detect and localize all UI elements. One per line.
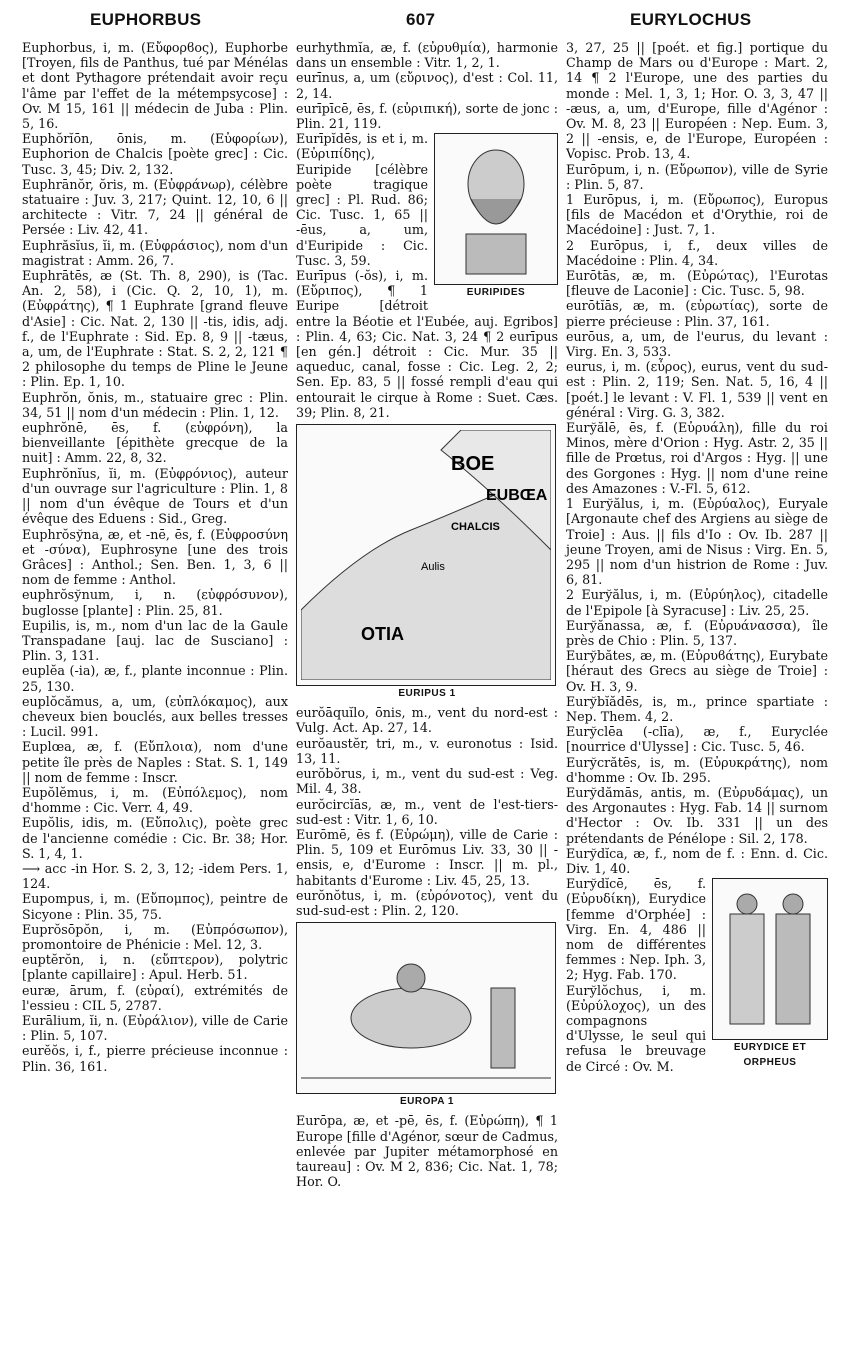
entry: Eurўălē, ēs, f. (Εὐρυάλη), fille du roi Minos, mère d'Orion : Hyg. Astr. 2, 35 || fille de Prœtus, roi d'Argos : Hyg. || une des Gorgones : Hyg. || nom d'une reine des Amazones : V.-Fl. 5, 612. — [566, 420, 828, 496]
entry: eurōus, a, um, de l'eurus, du levant : Virg. En. 3, 533. — [566, 328, 828, 360]
entry: Eurўbătes, æ, m. (Εὐρυϐάτης), Eurybate [héraut des Grecs au siège de Troie] : Ov. H. 3, 9. — [566, 648, 828, 694]
entry: Euphrăsĭus, ĭi, m. (Εὐφράσιος), nom d'un magistrat : Amm. 26, 7. — [22, 237, 288, 268]
entry: Euphrānŏr, ŏris, m. (Εὐφράνωρ), célèbre statuaire : Juv. 3, 217; Quint. 12, 10, 6 || architecte : Vitr. 7, 24 || général de Persée : Liv. 42, 41. — [22, 176, 288, 238]
map-label-otia: OTIA — [361, 624, 404, 645]
entry: Euphŏrĭōn, ōnis, m. (Εὐφορίων), Euphorion de Chalcis [poète grec] : Cic. Tusc. 3, 45; Div. 2, 132. — [22, 131, 288, 177]
map-label-aulis: Aulis — [421, 561, 445, 574]
entry: eurŏaustĕr, tri, m., v. euronotus : Isid. 13, 11. — [296, 735, 558, 766]
europa-bull-image — [296, 922, 556, 1094]
entry: eurhythmĭa, æ, f. (εὐρυθμία), harmonie dans un ensemble : Vitr. 1, 2, 1. — [296, 40, 558, 71]
entry: 1 Eurōpus, i, m. (Εὔρωπος), Europus [fils de Macédon et d'Orythie, roi de Macédoine] : Just. 7, 1. — [566, 192, 828, 238]
entry: Eurўlŏchus, i, m. (Εὐρύλοχος), un des compagnons d'Ulysse, le seul qui refusa le breuvage de Circé : Ov. M. — [566, 982, 706, 1074]
entry: Eurўclēa (-clīa), æ, f., Euryclée [nourrice d'Ulysse] : Cic. Tusc. 5, 46. — [566, 724, 828, 755]
entry: Eurўcrătēs, is, m. (Εὐρυκράτης), nom d'homme : Ov. Ib. 295. — [566, 754, 828, 785]
map-label-boe: BOE — [451, 453, 495, 476]
eurydice-caption: EURYDICE ET ORPHEUS — [733, 1042, 807, 1069]
entry: Eurōmē, ēs f. (Εὐρώμη), ville de Carie : Plin. 5, 109 et Eurōmus Liv. 33, 30 || -ensis, e, d'Eurome : Inscr. || m. pl., habitants d'Eurome : Liv. 45, 25, 13. — [296, 826, 558, 888]
entry: Euphorbus, i, m. (Εὔφορϐος), Euphorbe [Troyen, fils de Panthus, tué par Ménélas et dont Pythagore prétendait avoir reçu l'âme par l'effet de la métempsycose] : Ov. M 15, 161 || médecin de Juba : Plin. 5, 16. — [22, 40, 288, 132]
euripus-caption: EURIPUS 1 — [398, 688, 456, 700]
entry: eurŏāquĭlo, ōnis, m., vent du nord-est : Vulg. Act. Ap. 27, 14. — [296, 705, 558, 736]
entry: 2 Eurўălus, i, m. (Εὐρύηλος), citadelle de l'Epipole [à Syracuse] : Liv. 25, 25. — [566, 587, 828, 618]
euripides-bust-image — [434, 133, 558, 285]
entry: Euphrŏn, ŏnis, m., statuaire grec : Plin. 34, 51 || nom d'un médecin : Plin. 1, 12. — [22, 389, 288, 420]
column-2 — [296, 40, 558, 1189]
entry: eurīpīcē, ēs, f. (εὐριπική), sorte de jonc : Plin. 21, 119. — [296, 100, 558, 132]
entry: Eupŏlĕmus, i, m. (Εὐπόλεμος), nom d'homme : Cic. Verr. 4, 49. — [22, 784, 288, 816]
entry: Euphrŏsўna, æ, et -nē, ēs, f. (Εὐφροσύνη et -σύνα), Euphrosyne [une des trois Grâces] : Anthol.; Sen. Ben. 1, 3, 6 || nom de femme : Anthol. — [22, 526, 288, 588]
entry: Eurўdĭca, æ, f., nom de f. : Enn. d. Cic. Div. 1, 40. — [566, 845, 828, 876]
entry: euplŏcămus, a, um, (εὐπλόκαμος), aux cheveux bien bouclés, aux belles tresses : Lucil. 991. — [22, 693, 288, 740]
entry: Eurўdămās, antis, m. (Εὐρυδάμας), un des Argonautes : Hyg. Fab. 14 || surnom d'Hector : Ov. Ib. 331 || un des prétendants de Pénélope : Sil. 2, 178. — [566, 784, 828, 846]
entry: Eurālium, ĭi, n. (Εὐράλιον), ville de Carie : Plin. 5, 107. — [22, 1013, 288, 1044]
entry: euræ, ārum, f. (εὐραί), extrémités de l'essieu : CIL 5, 2787. — [22, 982, 288, 1013]
euripus-map-image — [296, 424, 556, 686]
entry: Eurōpa, æ, et -pē, ēs, f. (Εὐρώπη), ¶ 1 Europe [fille d'Agénor, sœur de Cadmus, enlevée par Jupiter métamorphosé en taureau] : Ov. M 2, 836; Cic. Nat. 1, 78; Hor. O. — [296, 1113, 558, 1190]
entry: eurus, i, m. (εὖρος), eurus, vent du sud-est : Plin. 2, 119; Sen. Nat. 5, 16, 4 || [poét.] le levant : V. Fl. 1, 539 || vent en général : Virg. G. 3, 382. — [566, 359, 828, 420]
page-header — [0, 10, 841, 36]
entry: Eupilis, is, m., nom d'un lac de la Gaule Transpadane [auj. lac de Susciano] : Plin. 3, 131. — [22, 617, 288, 664]
entry: Euplœa, æ, f. (Εὔπλοια), nom d'une petite île près de Naples : Stat. S. 1, 149 || nom de femme : Inscr. — [22, 739, 288, 785]
euripides-figure — [434, 133, 558, 300]
entry: ⟶ acc -in Hor. S. 2, 3, 12; -idem Pers. 1, 124. — [22, 860, 288, 892]
column-3 — [566, 40, 828, 1075]
entry: Eurōtās, æ, m. (Εὐρώτας), l'Eurotas [fleuve de Laconie] : Cic. Tusc. 5, 98. — [566, 268, 828, 299]
entry: 2 Eurōpus, i, f., deux villes de Macédoine : Plin. 4, 34. — [566, 237, 828, 268]
euripides-caption: EURIPIDES — [466, 287, 526, 299]
entry: eurŏnŏtus, i, m. (εὐρόνοτος), vent du sud-sud-est : Plin. 2, 120. — [296, 887, 558, 918]
entry: Eurīpĭdēs, is et i, m. (Εὐριπίδης), Euripide [célèbre poète tragique grec] : Pl. Rud. 86; Cic. Tusc. 1, 65 || -ēus, a, um, d'Euripide : Cic. Tusc. 3, 59. — [296, 131, 428, 268]
europa-caption: EUROPA 1 — [399, 1096, 454, 1108]
entry: 1 Eurўălus, i, m. (Εὐρύαλος), Euryale [Argonaute chef des Argiens au siège de Troie] : Aus. || fils d'Io : Ov. Ib. 287 || jeune Troyen, ami de Nisus : Virg. En. 5, 295 || nom d'un histrion de Rome : Juv. 6, 81. — [566, 496, 828, 588]
page-number: 607 — [406, 10, 436, 29]
entry: euplĕa (-ia), æ, f., plante inconnue : Plin. 25, 130. — [22, 663, 288, 694]
entry: euphrŏsўnum, i, n. (εὐφρόσυνον), buglosse [plante] : Plin. 25, 81. — [22, 587, 288, 618]
entry: Eupompus, i, m. (Εὔπομπος), peintre de Sicyone : Plin. 35, 75. — [22, 891, 288, 922]
entry: eurŏcircĭās, æ, m., vent de l'est-tiers-sud-est : Vitr. 1, 6, 10. — [296, 796, 558, 827]
map-label-euboea: EUBŒA — [486, 487, 548, 505]
entry: 3, 27, 25 || [poét. et fig.] portique du Champ de Mars ou d'Europe : Mart. 2, 14 ¶ 2 l'Europe, une des parties du monde : Mel. 1, 3, 1; Hor. O. 3, 3, 47 || -æus, a, um, d'Europe, fille d'Agénor : Ov. M. 8, 23 || Européen : Nep. Eum. 3, 2 || -ensis, e, de l'Europe, Européen : Vopisc. Prob. 13, 4. — [566, 40, 828, 162]
eurydice-figure — [712, 878, 828, 1070]
entry: Eurōpum, i, n. (Εὔρωπον), ville de Syrie : Plin. 5, 87. — [566, 161, 828, 192]
map-label-chalcis: CHALCIS — [451, 521, 500, 534]
entry: eurĕŏs, i, f., pierre précieuse inconnue : Plin. 36, 161. — [22, 1043, 288, 1074]
entry: Euphrātēs, æ (St. Th. 8, 290), is (Tac. An. 2, 58), i (Cic. Q. 2, 10, 1), m. (Εὐφράτης), ¶ 1 Euphrate [grand fleuve d'Asie] : Cic. Nat. 2, 130 || -tis, idis, adj. f., de l'Euphrate : Sid. Ep. 8, 9 || -tæus, a, um, de l'Euphrate : Stat. S. 2, 2, 121 ¶ 2 philosophe du temps de Pline le Jeune : Plin. Ep. 1, 10. — [22, 268, 288, 390]
entry: euptĕrŏn, i, n. (εὔπτερον), polytric [plante capillaire] : Apul. Herb. 51. — [22, 952, 288, 983]
entry: Eurīpus (-ŏs), i, m. (Εὔριπος), ¶ 1 Euripe [détroit entre la Béotie et l'Eubée, auj. Egribos] : Plin. 4, 63; Cic. Nat. 3, 24 ¶ 2 eurīpus [en gén.] détroit : Cic. Mur. 35 || aqueduc, canal, fosse : Cic. Leg. 2, 2; Sen. Ep. 83, 5 || fossé rempli d'eau qui entourait le cirque à Rome : Suet. Cæs. 39; Plin. 8, 21. — [296, 268, 558, 420]
entry: eurīnus, a, um (εὔρινος), d'est : Col. 11, 2, 14. — [296, 70, 558, 101]
entry: Euphrŏnĭus, ĭi, m. (Εὐφρόνιος), auteur d'un ouvrage sur l'agriculture : Plin. 1, 8 || nom d'un évêque de Tours et d'un évêque des Eduens : Sid., Greg. — [22, 465, 288, 527]
entry: Eurўănassa, æ, f. (Εὐρυάνασσα), île près de Chio : Plin. 5, 137. — [566, 617, 828, 648]
euripus-figure — [296, 424, 558, 701]
entry: Eupŏlis, idis, m. (Εὔπολις), poète grec de l'ancienne comédie : Cic. Br. 38; Hor. S. 1, 4, 1. — [22, 815, 288, 861]
entry: euphrŏnē, ēs, f. (εὐφρόνη), la bienveillante [épithète grecque de la nuit] : Amm. 22, 8, 32. — [22, 420, 288, 466]
europa-figure — [296, 922, 558, 1109]
entry: Euprŏsōpŏn, i, m. (Εὐπρόσωπον), promontoire de Phénicie : Mel. 12, 3. — [22, 921, 288, 952]
column-1 — [22, 40, 288, 1074]
entry: eurōtĭās, æ, m. (εὐρωτίας), sorte de pierre précieuse : Plin. 37, 161. — [566, 298, 828, 329]
entry: eurŏbŏrus, i, m., vent du sud-est : Veg. Mil. 4, 38. — [296, 766, 558, 797]
entry: Eurўbĭădēs, is, m., prince spartiate : Nep. Them. 4, 2. — [566, 693, 828, 724]
running-head-left: EUPHORBUS — [90, 10, 202, 29]
entry: Eurўdĭcē, ēs, f. (Εὐρυδίκη), Eurydice [femme d'Orphée] : Virg. En. 4, 486 || nom de différentes femmes : Nep. Iph. 3, 2; Hyg. Fab. 170. — [566, 876, 706, 983]
running-head-right: EURYLOCHUS — [630, 10, 752, 29]
eurydice-orpheus-image — [712, 878, 828, 1040]
